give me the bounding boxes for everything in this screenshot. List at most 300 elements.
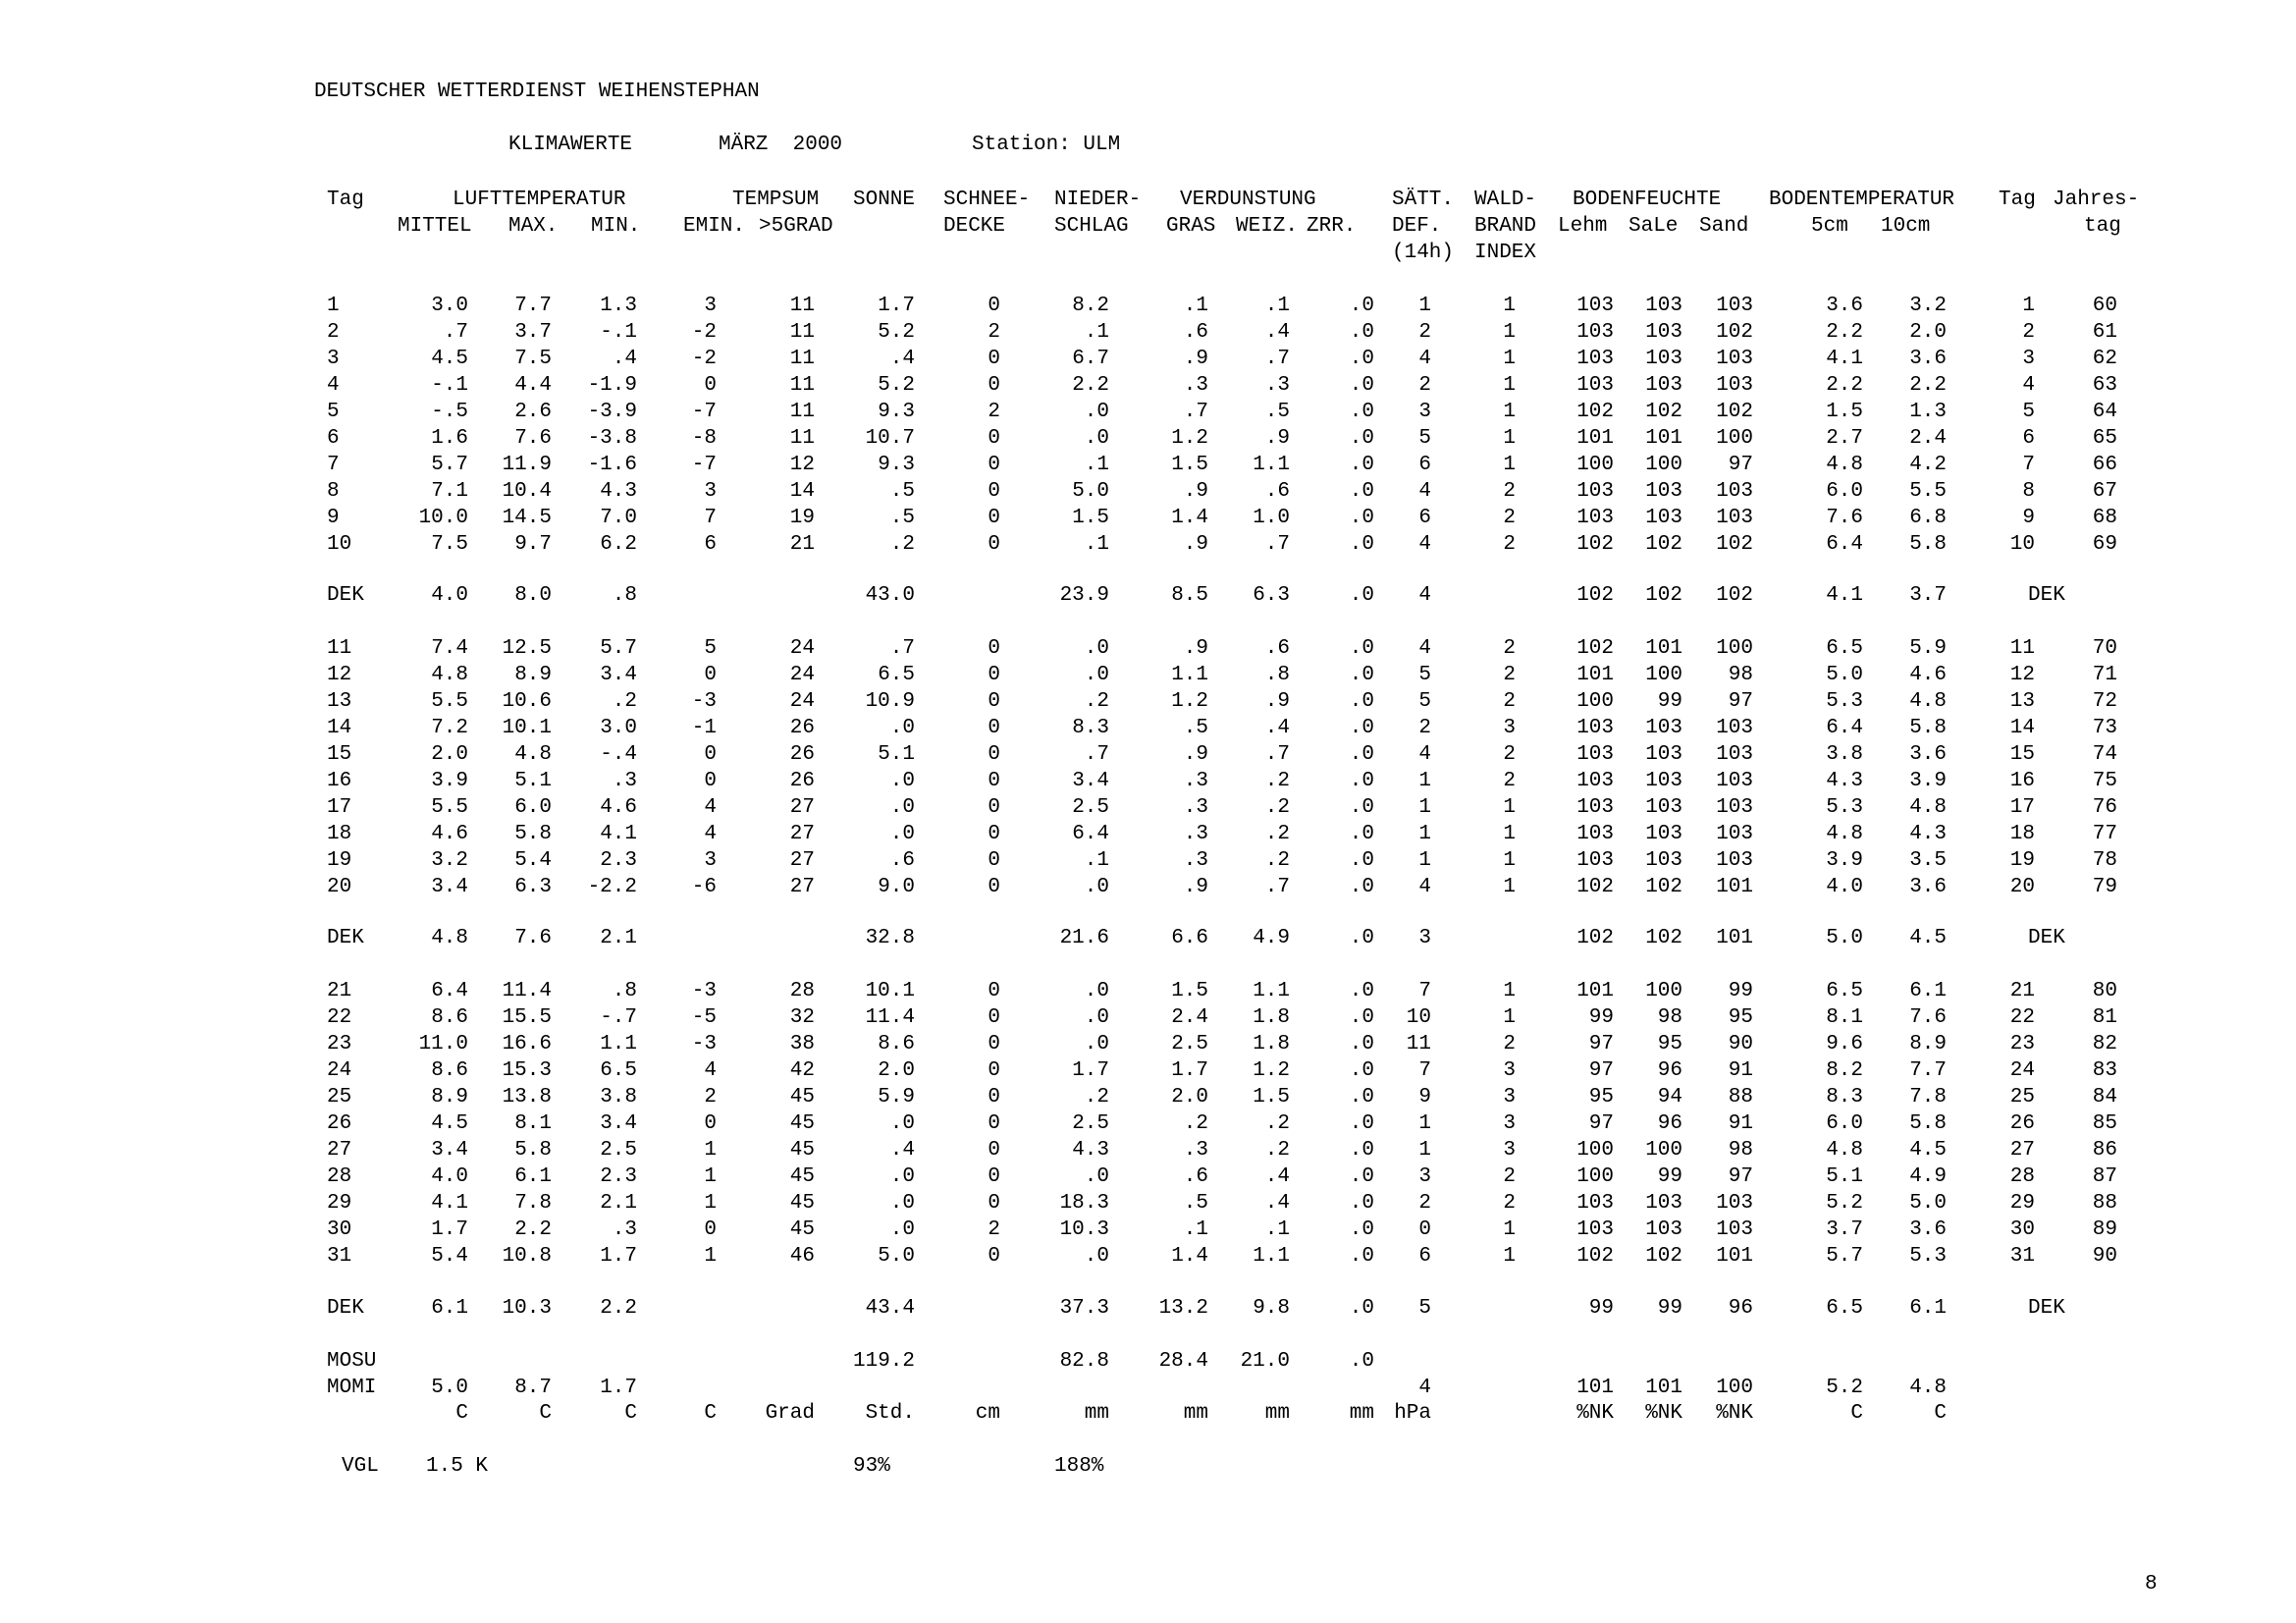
table-cell: 103 [1645, 295, 1682, 317]
table-cell: 9.0 [878, 876, 915, 898]
table-cell: 70 [2092, 637, 2117, 660]
table-cell: 9.3 [878, 454, 915, 476]
table-cell: 3 [704, 849, 717, 872]
table-cell: 1.7 [431, 1218, 468, 1241]
table-cell: 103 [1576, 796, 1614, 819]
table-cell: -3.9 [587, 401, 637, 423]
table-cell: 2 [1503, 690, 1516, 713]
table-cell: 4 [327, 374, 340, 397]
table-cell: 2.2 [1826, 321, 1863, 344]
table-cell: 95 [1657, 1033, 1682, 1055]
table-row [0, 425, 2296, 452]
table-cell: C [704, 1402, 717, 1425]
table-cell: 3 [2022, 348, 2035, 370]
table-cell: 2 [1503, 507, 1516, 529]
table-cell: 103 [1576, 849, 1614, 872]
table-cell: 5.0 [1909, 1192, 1947, 1215]
table-cell: .7 [1264, 876, 1290, 898]
table-cell: .0 [1084, 427, 1109, 450]
table-row [0, 715, 2296, 741]
table-cell: 6 [327, 427, 340, 450]
table-cell: .9 [1183, 533, 1208, 556]
table-cell: 102 [1716, 533, 1753, 556]
table-cell: 3 [1418, 927, 1431, 949]
table-cell: -1.9 [587, 374, 637, 397]
table-cell: .0 [1349, 743, 1374, 766]
table-cell: MOSU [327, 1350, 377, 1373]
table-cell: 7 [327, 454, 340, 476]
table-cell: 4.3 [1909, 823, 1947, 845]
table-cell: .8 [612, 584, 637, 607]
table-cell: 0 [988, 1033, 1000, 1055]
table-cell: 103 [1716, 823, 1753, 845]
vgl-rain: 188% [1054, 1455, 1104, 1478]
summary-row [0, 1400, 2296, 1427]
table-cell: 2.0 [431, 743, 468, 766]
table-cell: 8 [327, 480, 340, 503]
table-cell: 95 [1588, 1086, 1614, 1109]
table-cell: 4.5 [431, 348, 468, 370]
table-cell: mm [1183, 1402, 1208, 1425]
table-cell: 46 [789, 1245, 815, 1268]
table-cell: C [1934, 1402, 1947, 1425]
table-cell: 5.2 [1826, 1377, 1863, 1399]
table-cell: 91 [1728, 1059, 1753, 1082]
column-header: MITTEL [398, 215, 472, 238]
table-cell: .0 [889, 796, 915, 819]
table-cell: 30 [327, 1218, 352, 1241]
table-cell: 6.4 [431, 980, 468, 1002]
table-cell: 23 [327, 1033, 352, 1055]
table-cell: 4.1 [1826, 348, 1863, 370]
table-cell: 0 [988, 295, 1000, 317]
table-cell: .0 [1349, 770, 1374, 792]
table-cell: 3.2 [1909, 295, 1947, 317]
table-cell: .4 [1264, 1192, 1290, 1215]
table-cell: 1.3 [1909, 401, 1947, 423]
table-cell: .1 [1084, 533, 1109, 556]
table-cell: .5 [1183, 717, 1208, 739]
table-cell: 6.4 [1826, 533, 1863, 556]
table-cell: 2.3 [600, 1165, 637, 1188]
table-cell: mm [1084, 1402, 1109, 1425]
table-cell: 3 [1418, 1165, 1431, 1188]
summary-row [0, 1295, 2296, 1322]
column-header: DECKE [943, 215, 1006, 238]
table-cell: 87 [2092, 1165, 2117, 1188]
table-cell: .0 [1349, 849, 1374, 872]
table-cell: .0 [1349, 295, 1374, 317]
table-cell: 4.6 [431, 823, 468, 845]
table-cell: .6 [1264, 637, 1290, 660]
column-header: MIN. [591, 215, 641, 238]
table-cell: 1.8 [1253, 1006, 1290, 1029]
table-cell: 101 [1576, 664, 1614, 686]
table-cell: 3.4 [600, 664, 637, 686]
table-cell: 45 [789, 1086, 815, 1109]
table-cell: .0 [1084, 1165, 1109, 1188]
table-cell: 9.6 [1826, 1033, 1863, 1055]
table-cell: 2 [1503, 743, 1516, 766]
table-cell: 9.7 [514, 533, 552, 556]
table-cell: -.1 [431, 374, 468, 397]
table-cell: .0 [1349, 927, 1374, 949]
table-cell: 97 [1728, 1165, 1753, 1188]
table-cell: 23 [2009, 1033, 2035, 1055]
table-cell: 1.5 [1253, 1086, 1290, 1109]
table-cell: 3 [1503, 1086, 1516, 1109]
table-cell: 0 [704, 374, 717, 397]
table-cell: 7.1 [431, 480, 468, 503]
table-cell: 28 [327, 1165, 352, 1188]
table-cell: 1.7 [1171, 1059, 1208, 1082]
table-cell: 65 [2092, 427, 2117, 450]
table-cell: 103 [1716, 348, 1753, 370]
table-cell: 10.7 [865, 427, 915, 450]
table-cell: 9 [327, 507, 340, 529]
table-cell: 1.7 [600, 1377, 637, 1399]
summary-row [0, 1375, 2296, 1401]
table-cell: 24 [327, 1059, 352, 1082]
table-cell: 82 [2092, 1033, 2117, 1055]
table-cell: 4.8 [1826, 1139, 1863, 1162]
summary-row [0, 925, 2296, 951]
table-cell: .0 [1349, 717, 1374, 739]
table-cell: 6.8 [1909, 507, 1947, 529]
table-cell: 1.1 [1253, 454, 1290, 476]
table-cell: .3 [1183, 796, 1208, 819]
column-header: WALD- [1474, 189, 1537, 211]
table-cell: 94 [1657, 1086, 1682, 1109]
table-cell: 24 [789, 690, 815, 713]
table-cell: 1 [1418, 849, 1431, 872]
table-cell: 5.1 [878, 743, 915, 766]
table-cell: 1 [1418, 295, 1431, 317]
table-cell: 1.5 [1826, 401, 1863, 423]
table-cell: 2 [1503, 664, 1516, 686]
table-cell: 5.2 [1826, 1192, 1863, 1215]
column-header-row [0, 213, 2296, 240]
table-cell: 103 [1645, 1192, 1682, 1215]
table-cell: 0 [988, 876, 1000, 898]
table-cell: 1 [1418, 796, 1431, 819]
table-cell: 1 [704, 1165, 717, 1188]
table-cell: 37.3 [1059, 1297, 1109, 1320]
table-cell: 1 [1503, 823, 1516, 845]
table-cell: 3 [1418, 401, 1431, 423]
table-cell: 4.3 [600, 480, 637, 503]
table-cell: 11 [789, 374, 815, 397]
table-cell: 8.7 [514, 1377, 552, 1399]
table-cell: 3 [704, 480, 717, 503]
table-cell: .0 [1349, 637, 1374, 660]
table-cell: 26 [327, 1112, 352, 1135]
table-cell: 5.4 [514, 849, 552, 872]
table-cell: 21.0 [1240, 1350, 1290, 1373]
table-cell: 101 [1716, 1245, 1753, 1268]
table-cell: 3.9 [1826, 849, 1863, 872]
table-cell: .3 [612, 770, 637, 792]
table-cell: 11.4 [502, 980, 552, 1002]
table-cell: 22 [327, 1006, 352, 1029]
table-cell: 6.1 [431, 1297, 468, 1320]
table-cell: 101 [1576, 1377, 1614, 1399]
table-cell: -3 [691, 1033, 717, 1055]
table-cell: 2 [1503, 533, 1516, 556]
table-cell: 1 [1418, 1139, 1431, 1162]
table-cell: 103 [1576, 321, 1614, 344]
table-cell: 10.0 [418, 507, 468, 529]
table-cell: 19 [327, 849, 352, 872]
table-cell: 98 [1657, 1006, 1682, 1029]
table-cell: 2.2 [514, 1218, 552, 1241]
table-cell: 8.3 [1826, 1086, 1863, 1109]
table-row [0, 399, 2296, 425]
table-cell: 6.3 [514, 876, 552, 898]
table-cell: 7.5 [514, 348, 552, 370]
column-header: DEF. [1392, 215, 1442, 238]
table-row [0, 1243, 2296, 1270]
column-header: EMIN. [683, 215, 746, 238]
table-cell: 2 [988, 321, 1000, 344]
table-cell: .0 [1349, 374, 1374, 397]
table-cell: 14 [2009, 717, 2035, 739]
table-row [0, 319, 2296, 346]
table-cell: 101 [1716, 927, 1753, 949]
table-cell: 38 [789, 1033, 815, 1055]
table-cell: 0 [988, 374, 1000, 397]
table-cell: 8.2 [1826, 1059, 1863, 1082]
table-cell: 26 [789, 717, 815, 739]
table-cell: 2.3 [600, 849, 637, 872]
org-name: DEUTSCHER WETTERDIENST WEIHENSTEPHAN [314, 81, 760, 103]
table-cell: 1 [1418, 770, 1431, 792]
table-cell: 6.4 [1826, 717, 1863, 739]
table-cell: .3 [1183, 770, 1208, 792]
table-cell: 1 [1503, 1218, 1516, 1241]
table-cell: 15 [2009, 743, 2035, 766]
table-cell: 0 [988, 717, 1000, 739]
table-cell: .0 [1349, 427, 1374, 450]
table-cell: %NK [1645, 1402, 1682, 1425]
table-cell: 1 [1503, 374, 1516, 397]
table-cell: 6.1 [1909, 980, 1947, 1002]
table-cell: 7.6 [514, 927, 552, 949]
column-header: BODENTEMPERATUR [1769, 189, 1955, 211]
table-cell: 6 [704, 533, 717, 556]
table-cell: .2 [1264, 849, 1290, 872]
table-cell: 103 [1645, 348, 1682, 370]
table-cell: .0 [1084, 637, 1109, 660]
table-row [0, 1031, 2296, 1057]
table-cell: .0 [1084, 1033, 1109, 1055]
table-cell: 80 [2092, 980, 2117, 1002]
table-cell: 24 [789, 637, 815, 660]
table-cell: 63 [2092, 374, 2117, 397]
table-cell: 10.9 [865, 690, 915, 713]
table-cell: DEK [327, 1297, 364, 1320]
station-name: Station: ULM [972, 134, 1121, 156]
table-cell: Grad [765, 1402, 815, 1425]
table-cell: C [455, 1402, 468, 1425]
table-cell: 4 [1418, 348, 1431, 370]
table-cell: .0 [889, 1165, 915, 1188]
table-cell: .9 [1264, 427, 1290, 450]
table-cell: 4 [1418, 876, 1431, 898]
table-cell: 7.4 [431, 637, 468, 660]
column-header: (14h) [1392, 242, 1455, 264]
table-cell: 1 [704, 1245, 717, 1268]
table-cell: -3 [691, 690, 717, 713]
table-row [0, 372, 2296, 399]
table-cell: 4 [1418, 584, 1431, 607]
table-cell: 6.0 [1826, 1112, 1863, 1135]
table-cell: 4.8 [1909, 796, 1947, 819]
table-cell: 100 [1576, 1165, 1614, 1188]
table-cell: 6 [1418, 454, 1431, 476]
table-cell: 79 [2092, 876, 2117, 898]
table-row [0, 1190, 2296, 1217]
table-cell: .0 [1349, 401, 1374, 423]
table-cell: 0 [704, 664, 717, 686]
table-cell: 2.5 [1072, 796, 1109, 819]
table-cell: 3 [1503, 1139, 1516, 1162]
table-cell: 96 [1728, 1297, 1753, 1320]
table-cell: 12 [789, 454, 815, 476]
table-cell: 4.8 [1826, 823, 1863, 845]
table-cell: 0 [988, 507, 1000, 529]
table-row [0, 662, 2296, 688]
table-cell: 4 [704, 1059, 717, 1082]
table-cell: 18 [327, 823, 352, 845]
table-cell: 1.2 [1171, 690, 1208, 713]
table-cell: 24 [789, 664, 815, 686]
table-cell: 99 [1728, 980, 1753, 1002]
table-cell: 1 [1503, 980, 1516, 1002]
table-cell: .0 [889, 1218, 915, 1241]
table-cell: -2.2 [587, 876, 637, 898]
table-cell: 82.8 [1059, 1350, 1109, 1373]
table-cell: 1.1 [1171, 664, 1208, 686]
table-cell: .8 [612, 980, 637, 1002]
table-cell: 103 [1645, 743, 1682, 766]
table-cell: 11 [1406, 1033, 1431, 1055]
table-cell: 5.8 [1909, 533, 1947, 556]
table-cell: 3.7 [514, 321, 552, 344]
table-cell: 103 [1716, 295, 1753, 317]
table-cell: 101 [1645, 427, 1682, 450]
table-cell: 103 [1645, 796, 1682, 819]
table-cell: -1 [691, 717, 717, 739]
table-cell: 2 [1503, 1192, 1516, 1215]
table-cell: .1 [1264, 1218, 1290, 1241]
table-cell: 1.2 [1171, 427, 1208, 450]
column-header: Sand [1699, 215, 1749, 238]
vgl-label: VGL [342, 1455, 379, 1478]
table-cell: 103 [1576, 743, 1614, 766]
table-cell: .0 [1084, 1245, 1109, 1268]
table-cell: 9.8 [1253, 1297, 1290, 1320]
table-cell: 102 [1645, 1245, 1682, 1268]
table-cell: 11 [789, 321, 815, 344]
table-cell: 97 [1728, 454, 1753, 476]
table-cell: .0 [1349, 1033, 1374, 1055]
table-cell: .0 [1349, 1139, 1374, 1162]
table-cell: 27 [2009, 1139, 2035, 1162]
table-cell: 4 [1418, 1377, 1431, 1399]
table-cell: DEK [327, 584, 364, 607]
table-cell: 73 [2092, 717, 2117, 739]
table-cell: DEK [2028, 1297, 2065, 1320]
table-cell: 3.0 [600, 717, 637, 739]
table-cell: .7 [1264, 533, 1290, 556]
table-cell: 2 [988, 1218, 1000, 1241]
table-cell: 6.4 [1072, 823, 1109, 845]
table-cell: .4 [889, 1139, 915, 1162]
column-header: ZRR. [1307, 215, 1357, 238]
table-cell: 1.7 [1072, 1059, 1109, 1082]
table-cell: 102 [1576, 533, 1614, 556]
table-cell: .3 [612, 1218, 637, 1241]
table-cell: .0 [1349, 796, 1374, 819]
table-cell: 1.7 [600, 1245, 637, 1268]
table-cell: 1.5 [1171, 454, 1208, 476]
table-cell: 66 [2092, 454, 2117, 476]
table-cell: .5 [1264, 401, 1290, 423]
table-cell: 3.4 [600, 1112, 637, 1135]
table-cell: .3 [1264, 374, 1290, 397]
table-cell: 89 [2092, 1218, 2117, 1241]
table-cell: .2 [1264, 770, 1290, 792]
table-cell: 103 [1576, 770, 1614, 792]
table-cell: 100 [1716, 427, 1753, 450]
table-row [0, 1137, 2296, 1163]
table-cell: 100 [1716, 637, 1753, 660]
table-cell: 1 [1503, 321, 1516, 344]
table-cell: .3 [1183, 374, 1208, 397]
table-cell: 15.5 [502, 1006, 552, 1029]
table-cell: 4.1 [431, 1192, 468, 1215]
table-cell: 8.5 [1171, 584, 1208, 607]
table-cell: 10.4 [502, 480, 552, 503]
table-cell: 91 [1728, 1112, 1753, 1135]
table-cell: 6.3 [1253, 584, 1290, 607]
table-cell: 90 [2092, 1245, 2117, 1268]
table-cell: .5 [1183, 1192, 1208, 1215]
table-cell: .0 [1349, 876, 1374, 898]
table-cell: 4.8 [1909, 690, 1947, 713]
column-header-row [0, 187, 2296, 213]
table-cell: 0 [988, 454, 1000, 476]
table-cell: 0 [988, 480, 1000, 503]
table-cell: 119.2 [852, 1350, 915, 1373]
table-cell: 103 [1576, 823, 1614, 845]
table-cell: 1.0 [1253, 507, 1290, 529]
table-cell: 3 [704, 295, 717, 317]
table-cell: 8.9 [431, 1086, 468, 1109]
table-cell: 11.0 [418, 1033, 468, 1055]
table-cell: 2 [1503, 480, 1516, 503]
table-cell: 95 [1728, 1006, 1753, 1029]
table-cell: 103 [1716, 770, 1753, 792]
table-cell: 81 [2092, 1006, 2117, 1029]
table-cell: .1 [1084, 849, 1109, 872]
column-header: LUFTTEMPERATUR [453, 189, 626, 211]
table-row [0, 1004, 2296, 1031]
table-cell: C [539, 1402, 552, 1425]
table-row [0, 847, 2296, 874]
table-cell: 4.8 [514, 743, 552, 766]
